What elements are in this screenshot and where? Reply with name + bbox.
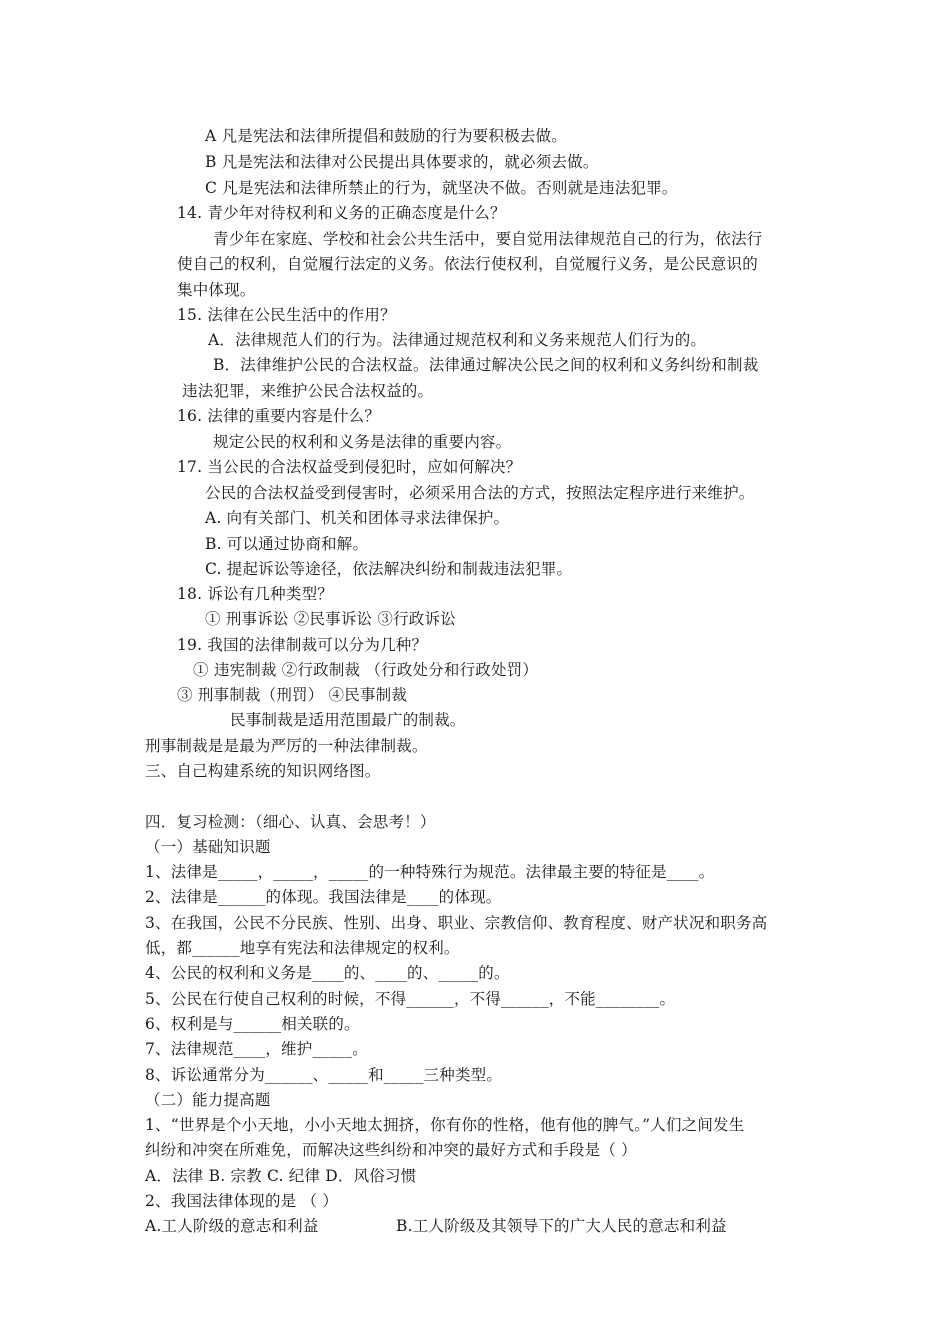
answer-15-b-line-1: B．法律维护公民的合法权益。法律通过解决公民之间的权利和义务纠纷和制裁 [213, 356, 759, 374]
basic-question-1: 1、法律是_____，_____，_____的一种特殊行为规范。法律最主要的特征是____。 [145, 863, 715, 881]
question-19: 19. 我国的法律制裁可以分为几种？ [177, 636, 428, 654]
advanced-question-1-line-2: 纠纷和冲突在所难免，而解决这些纠纷和冲突的最好方式和手段是（ ） [145, 1141, 637, 1159]
basic-question-5: 5、公民在行使自己权利的时候，不得______，不得______，不能________。 [145, 990, 676, 1008]
question-17: 17. 当公民的合法权益受到侵犯时，应如何解决？ [177, 458, 522, 476]
advanced-questions-heading: （二）能力提高题 [145, 1091, 271, 1109]
section-three-heading: 三、自己构建系统的知识网络图。 [145, 762, 381, 780]
answer-17-b: B. 可以通过协商和解。 [205, 535, 369, 553]
advanced-question-2-option-a: A.工人阶级的意志和利益 [145, 1217, 319, 1235]
text-line-a: A 凡是宪法和法律所提倡和鼓励的行为要积极去做。 [205, 127, 567, 145]
question-18: 18. 诉讼有几种类型？ [177, 585, 333, 603]
answer-14-line-2: 使自己的权利，自觉履行法定的义务。依法行使权利，自觉履行义务，是公民意识的 [177, 255, 758, 273]
question-16: 16. 法律的重要内容是什么？ [177, 407, 381, 425]
basic-question-7: 7、法律规范____，维护_____。 [145, 1040, 368, 1058]
answer-16: 规定公民的权利和义务是法律的重要内容。 [213, 433, 512, 451]
answer-17-intro: 公民的合法权益受到侵害时，必须采用合法的方式，按照法定程序进行来维护。 [205, 484, 755, 502]
answer-15-a: A．法律规范人们的行为。法律通过规范权利和义务来规范人们行为的。 [208, 331, 707, 349]
basic-question-3-line-2: 低，都______地享有宪法和法律规定的权利。 [145, 939, 460, 957]
text-line-b: B 凡是宪法和法律对公民提出具体要求的，就必须去做。 [205, 153, 599, 171]
basic-question-2: 2、法律是______的体现。我国法律是____的体现。 [145, 888, 502, 906]
question-15: 15. 法律在公民生活中的作用？ [177, 306, 396, 324]
advanced-question-1-options: A．法律 B. 宗教 C. 纪律 D．风俗习惯 [145, 1167, 417, 1185]
basic-question-4: 4、公民的权利和义务是____的、____的、_____的。 [145, 964, 510, 982]
advanced-question-1-line-1: 1、“世界是个小天地，小小天地太拥挤，你有你的性格，他有他的脾气。”人们之间发生 [145, 1116, 745, 1134]
answer-19-line-4: 刑事制裁是是最为严厉的一种法律制裁。 [145, 737, 428, 755]
answer-17-a: A. 向有关部门、机关和团体寻求法律保护。 [205, 509, 510, 527]
question-14: 14. 青少年对待权利和义务的正确态度是什么？ [177, 204, 506, 222]
answer-18: ① 刑事诉讼 ②民事诉讼 ③行政诉讼 [205, 610, 456, 628]
answer-19-line-3: 民事制裁是适用范围最广的制裁。 [230, 711, 466, 729]
basic-questions-heading: （一）基础知识题 [145, 838, 271, 856]
answer-17-c: C. 提起诉讼等途径，依法解决纠纷和制裁违法犯罪。 [205, 560, 573, 578]
section-four-heading: 四．复习检测：（细心、认真、会思考！） [145, 813, 436, 831]
answer-14-line-1: 青少年在家庭、学校和社会公共生活中，要自觉用法律规范自己的行为，依法行 [213, 230, 763, 248]
text-line-c: C 凡是宪法和法律所禁止的行为，就坚决不做。否则就是违法犯罪。 [205, 179, 678, 197]
answer-19-line-2: ③ 刑事制裁（刑罚） ④民事制裁 [177, 686, 408, 704]
answer-14-line-3: 集中体现。 [177, 281, 256, 299]
basic-question-6: 6、权利是与______相关联的。 [145, 1015, 360, 1033]
advanced-question-2: 2、我国法律体现的是 （ ） [145, 1192, 339, 1210]
answer-19-line-1: ① 违宪制裁 ②行政制裁 （行政处分和行政处罚） [193, 661, 539, 679]
answer-15-b-line-2: 违法犯罪，来维护公民合法权益的。 [182, 382, 434, 400]
basic-question-3-line-1: 3、在我国，公民不分民族、性别、出身、职业、宗教信仰、教育程度、财产状况和职务高 [145, 914, 768, 932]
advanced-question-2-option-b: B.工人阶级及其领导下的广大人民的意志和利益 [396, 1217, 727, 1235]
basic-question-8: 8、诉讼通常分为______、_____和_____三种类型。 [145, 1066, 503, 1084]
